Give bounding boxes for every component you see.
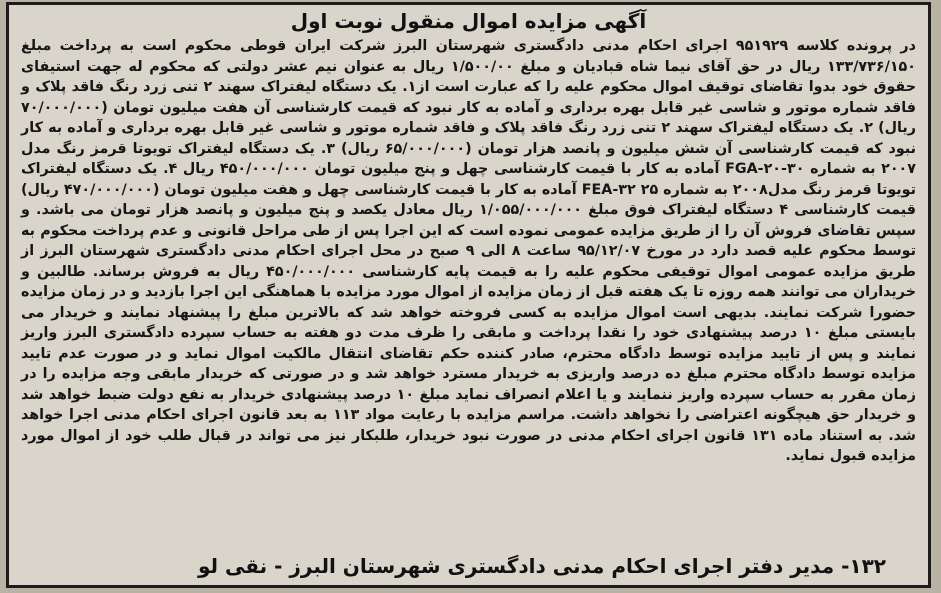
notice-body: در پرونده کلاسه ۹۵۱۹۲۹ اجرای احکام مدنی دادگستری شهرستان البرز شرکت ایران قوطی محکوم است به پرداخت مبلغ ۱۳۳/۷۳۶/۱۵۰ ریال در حق آقای نیما شاه قبادیان و مبلغ ۱/۵۰۰/۰۰ ریال به عنوان نیم عشر دولتی که محکوم له جهت استیفای حقوق خود بدوا تقاضای توقیف اموال محکوم علیه را که عبارت است از۱. یک دستگاه لیفتراک سهند ۲ تنی زرد رنگ فاقد پلاک و فاقد شماره موتور و شاسی غیر قابل بهره برداری و آماده به کار نبود که قیمت کارشناسی آن هفت میلیون تومان (۷۰/۰۰۰/۰۰۰ ریال) ۲. یک دستگاه لیفتراک سهند ۲ تنی زرد رنگ فاقد پلاک و فاقد شماره موتور و شاسی غیر قابل بهره برداری و آماده به کار نبود که قیمت کارشناسی آن شش میلیون و پانصد هزار تومان (۶۵/۰۰۰/۰۰۰ ریال) ۳. یک دستگاه لیفتراک تویوتا قرمز رنگ مدل ۲۰۰۷ به شماره FGA-۲۰-۳۰ آماده به کار با قیمت کارشناسی چهل و پنج میلیون تومان ۴۵۰/۰۰۰/۰۰۰ ریال ۴. یک دستگاه لیفتراک تویوتا قرمز رنگ مدل۲۰۰۸ به شماره ۲۵ FEA-۳۲ آماده به کار با قیمت کارشناسی چهل و هفت میلیون تومان (۴۷۰/۰۰۰/۰۰۰ ریال) قیمت کارشناسی ۴ دستگاه لیفتراک فوق مبلغ ۱/۰۵۵/۰۰۰/۰۰۰ ریال معادل یکصد و پنج میلیون و پانصد هزار تومان می باشد. و سپس تقاضای فروش آن را از طریق مزایده عمومی نموده است که این اجرا پس از طی مراحل قانونی و عدم پرداخت محکوم به توسط محکوم علیه قصد دارد در مورخ ۹۵/۱۲/۰۷ ساعت ۸ الی ۹ صبح در محل اجرای احکام مدنی دادگستری شهرستان البرز از طریق مزایده عمومی اموال توقیفی محکوم علیه را به قیمت پایه کارشناسی ۴۵۰/۰۰۰/۰۰۰ ریال به فروش برساند. طالبین و خریداران می توانند همه روزه تا یک هفته قبل از زمان مزایده از اموال مورد مزایده با هماهنگی این اجرا بازدید و در زمان مزایده حضورا شرکت نمایند. بدیهی است اموال مزایده به کسی فروخته خواهد شد که بالاترین مبلغ را پیشنهاد نمایند و خریدار می بایستی مبلغ ۱۰ درصد پیشنهادی خود را نقدا پرداخت و مابقی را ظرف مدت دو هفته به حساب سپرده دادگستری البرز واریز نمایند و پس از تایید مزایده توسط دادگاه محترم، صادر کننده حکم تقاضای انتقال مالکیت اموال نماید و در صورت عدم تایید مزایده توسط دادگاه محترم مبلغ ده درصد واریزی به خریدار مسترد خواهد شد و در صورتی که خریدار مابقی وجه مزایده را در زمان مقرر به حساب سپرده واریز ننمایند و یا اعلام انصراف نماید مبلغ ۱۰ درصد پیشنهادی خریدار به نفع دولت ضبط خواهد شد و خریدار حق هیچگونه اعتراضی را نخواهد داشت. مراسم مزایده با رعایت مواد ۱۱۳ به بعد قانون اجرای احکام مدنی اجرا خواهد شد. به استناد ماده ۱۳۱ قانون اجرای احکام مدنی در صورت نبود خریدار، طلبکار نیز می تواند در قبال طلب خود از اموال مورد مزایده قبول نماید. xyxy=(21,38,917,464)
notice-signature: ۱۳۲- مدیر دفتر اجرای احکام مدنی دادگستری شهرستان البرز - نقی لو xyxy=(197,554,886,578)
notice-content xyxy=(17,8,920,582)
notice-title: آگهی مزایده اموال منقول نوبت اول xyxy=(290,9,647,33)
newspaper-notice xyxy=(6,2,931,588)
